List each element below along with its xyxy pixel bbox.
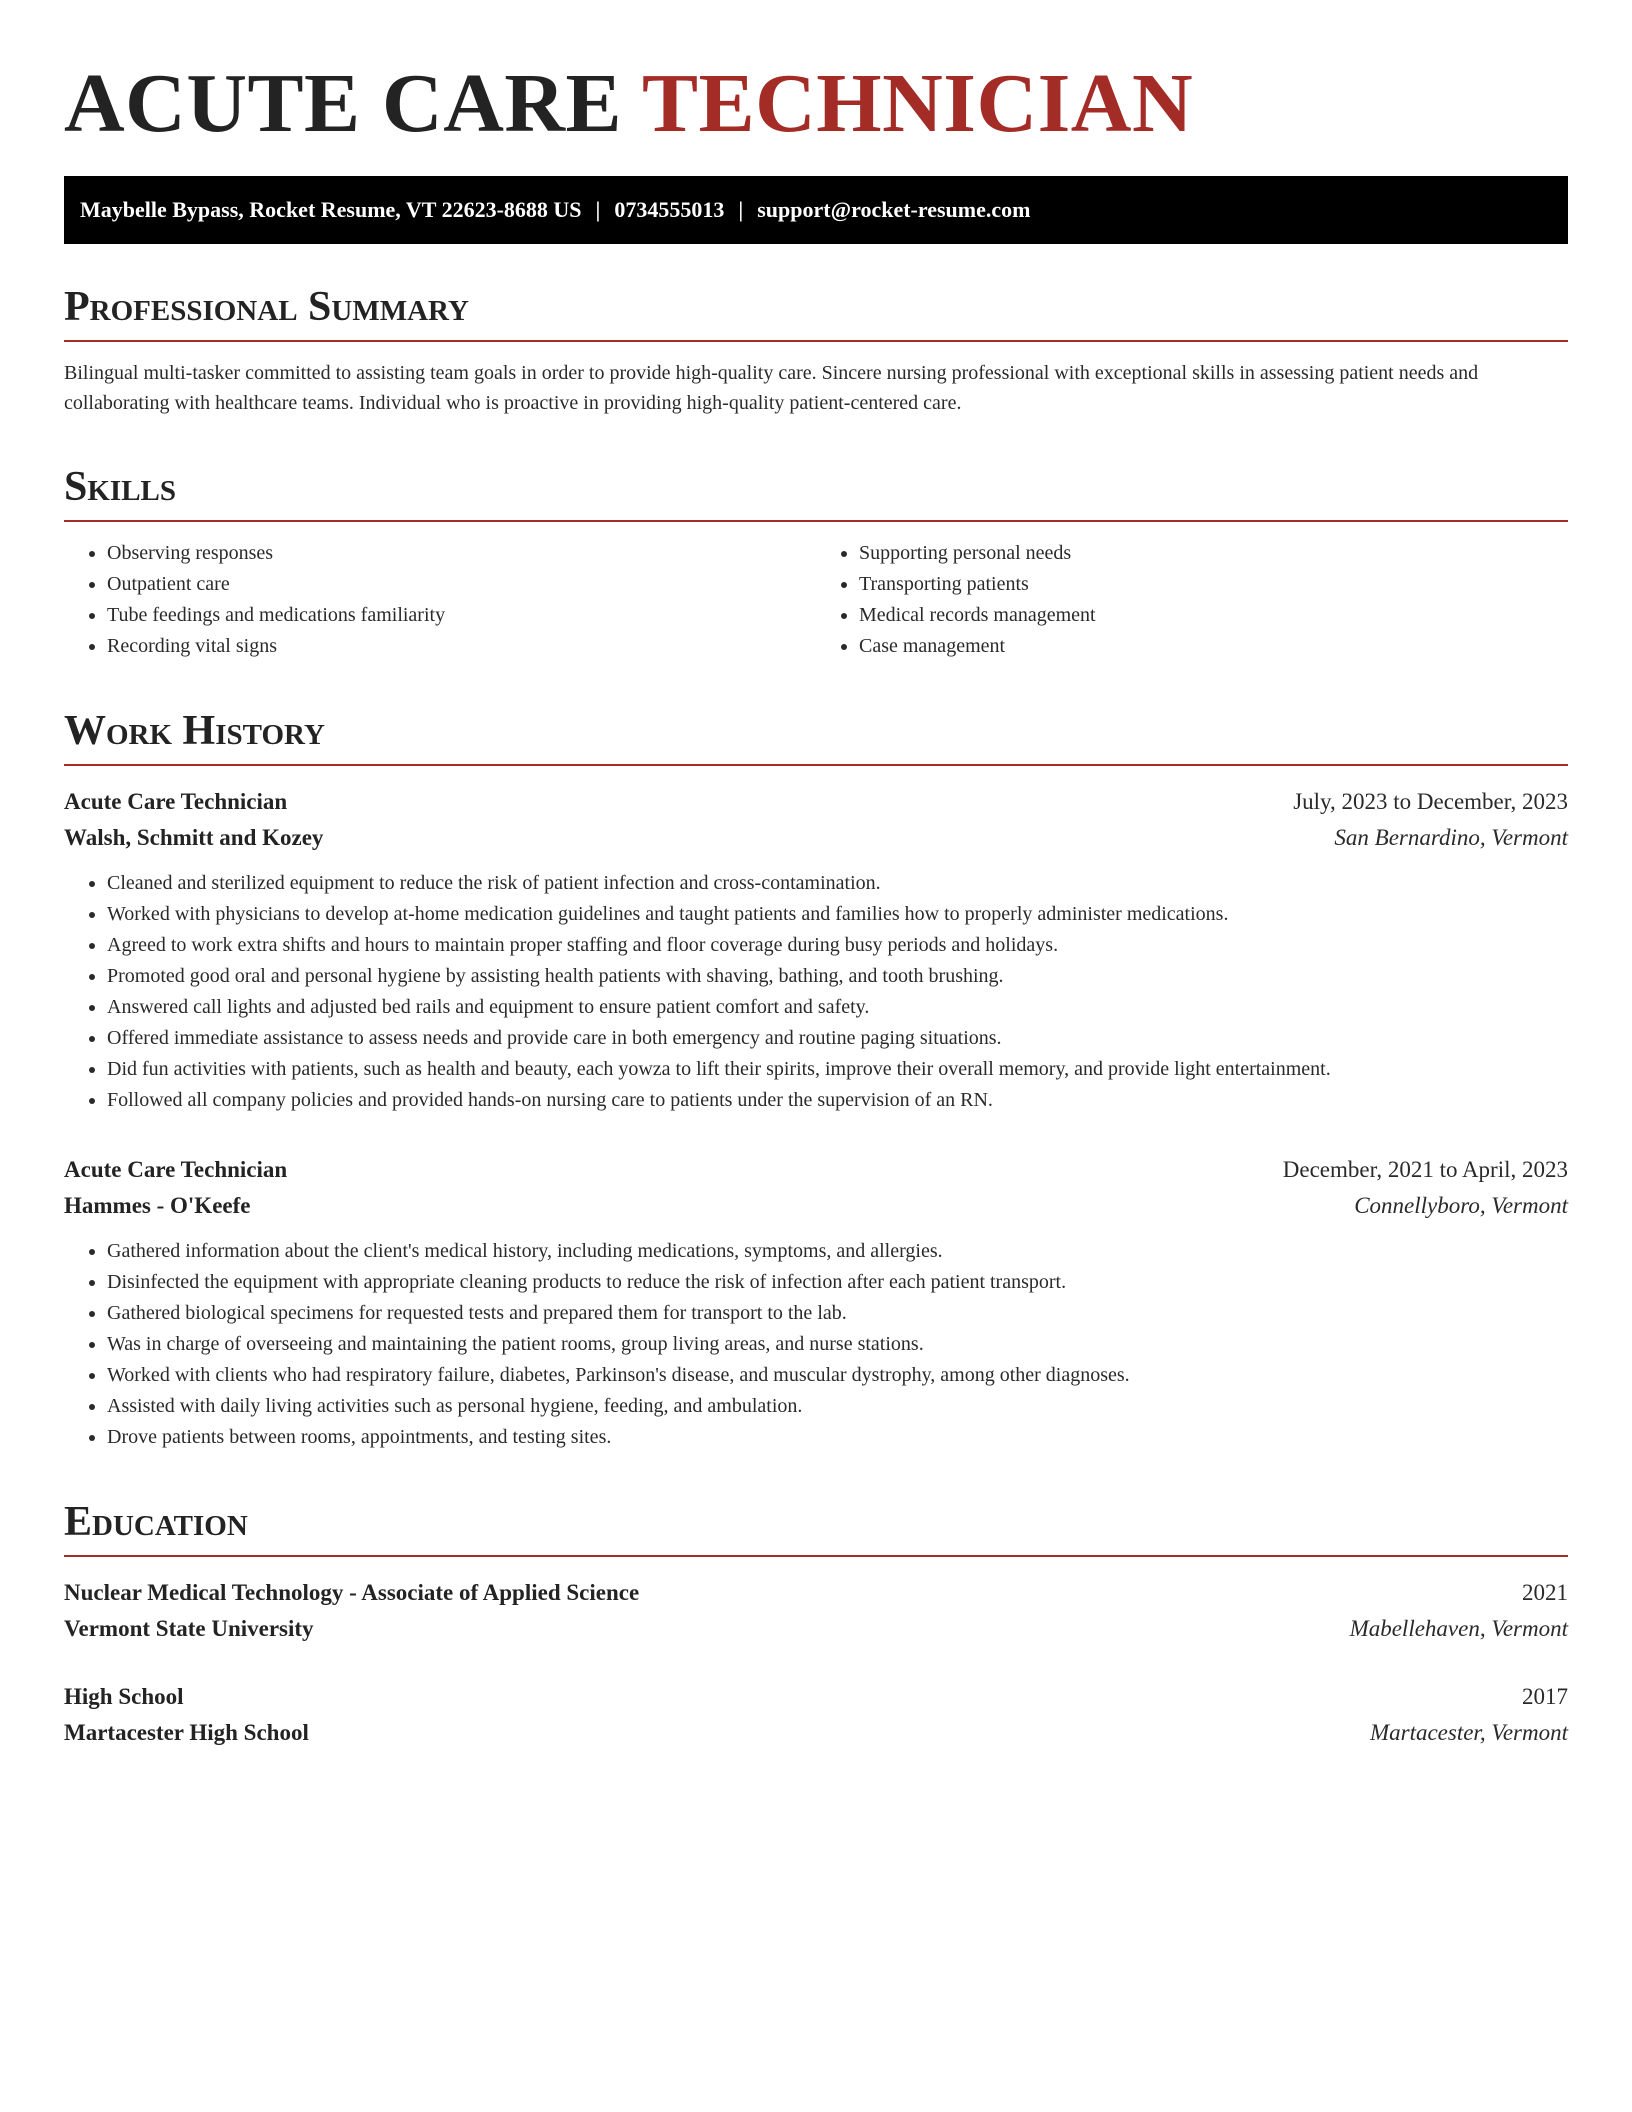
summary-heading: Professional Summary (64, 282, 1568, 342)
skill-item: • Observing responses (107, 538, 816, 569)
duty-item: • Answered call lights and adjusted bed rails and equipment to ensure patient comfort and safety. (107, 992, 1568, 1023)
skill-item: • Tube feedings and medications familiarity (107, 600, 816, 631)
work-entry-header (64, 784, 1568, 820)
degree-name: Nuclear Medical Technology - Associate of Applied Science (64, 1580, 640, 1605)
duty-item: • Cleaned and sterilized equipment to reduce the risk of patient infection and cross-contamination. (107, 868, 1568, 899)
education-entry-subheader (64, 1715, 1568, 1751)
work-history-heading: Work History (64, 706, 1568, 766)
school-location: Martacester, Vermont (1369, 1720, 1568, 1745)
duty-item: • Agreed to work extra shifts and hours to maintain proper staffing and floor coverage during busy periods and holidays. (107, 930, 1568, 961)
resume-title (64, 56, 1568, 152)
duty-item: • Disinfected the equipment with appropriate cleaning products to reduce the risk of infection after each patient transport. (107, 1267, 1568, 1298)
degree-year: 2021 (1522, 1580, 1568, 1605)
skills-column-right (816, 538, 1568, 662)
duty-item: • Drove patients between rooms, appointments, and testing sites. (107, 1422, 1568, 1453)
job-duties (64, 1236, 1568, 1453)
contact-separator: | (738, 197, 744, 222)
job-dates: July, 2023 to December, 2023 (1293, 789, 1568, 814)
job-location: Connellyboro, Vermont (1354, 1193, 1568, 1218)
title-part-2: TECHNICIAN (642, 57, 1194, 150)
skill-item: • Outpatient care (107, 569, 816, 600)
contact-email[interactable]: support@rocket-resume.com (757, 197, 1031, 222)
education-entry (64, 1575, 1568, 1647)
contact-phone: 0734555013 (614, 197, 725, 222)
work-entry (64, 784, 1568, 1116)
job-company: Walsh, Schmitt and Kozey (64, 825, 324, 850)
school-name: Martacester High School (64, 1720, 309, 1745)
skills-heading: Skills (64, 462, 1568, 522)
education-heading: Education (64, 1497, 1568, 1557)
duty-item: • Worked with clients who had respiratory failure, diabetes, Parkinson's disease, and muscular dystrophy, among other diagnoses. (107, 1360, 1568, 1391)
job-location: San Bernardino, Vermont (1334, 825, 1568, 850)
school-location: Mabellehaven, Vermont (1349, 1616, 1568, 1641)
skill-item: • Medical records management (859, 600, 1568, 631)
summary-text: Bilingual multi-tasker committed to assisting team goals in order to provide high-quality care. Sincere nursing professional with exceptional skills in assessing patient needs and collaborating with healthcare teams. Individual who is proactive in providing high-quality patient-centered care. (64, 362, 1479, 414)
contact-bar (64, 176, 1568, 244)
job-duties (64, 868, 1568, 1116)
job-dates: December, 2021 to April, 2023 (1282, 1157, 1568, 1182)
duty-item: • Offered immediate assistance to assess needs and provide care in both emergency and routine paging situations. (107, 1023, 1568, 1054)
skill-item: • Recording vital signs (107, 631, 816, 662)
contact-address: Maybelle Bypass, Rocket Resume, VT 22623-8688 US (80, 197, 582, 222)
education-entry-header (64, 1679, 1568, 1715)
education-entry-subheader (64, 1611, 1568, 1647)
education-entry-header (64, 1575, 1568, 1611)
duty-item: • Was in charge of overseeing and maintaining the patient rooms, group living areas, and nurse stations. (107, 1329, 1568, 1360)
skill-item: • Supporting personal needs (859, 538, 1568, 569)
duty-item: • Followed all company policies and provided hands-on nursing care to patients under the supervision of an RN. (107, 1085, 1568, 1116)
school-name: Vermont State University (64, 1616, 314, 1641)
skill-item: • Case management (859, 631, 1568, 662)
duty-item: • Assisted with daily living activities such as personal hygiene, feeding, and ambulation. (107, 1391, 1568, 1422)
duty-item: • Gathered information about the client's medical history, including medications, symptoms, and allergies. (107, 1236, 1568, 1267)
education-entry (64, 1679, 1568, 1751)
job-company: Hammes - O'Keefe (64, 1193, 251, 1218)
title-part-1: ACUTE CARE (64, 57, 623, 150)
job-title: Acute Care Technician (64, 789, 288, 814)
duty-item: • Promoted good oral and personal hygiene by assisting health patients with shaving, bathing, and tooth brushing. (107, 961, 1568, 992)
skill-item: • Transporting patients (859, 569, 1568, 600)
duty-item: • Worked with physicians to develop at-home medication guidelines and taught patients and families how to properly administer medications. (107, 899, 1568, 930)
skills-column-left (64, 538, 816, 662)
degree-year: 2017 (1522, 1684, 1568, 1709)
work-entry (64, 1152, 1568, 1453)
work-entry-subheader (64, 820, 1568, 856)
contact-separator: | (595, 197, 601, 222)
skills-list (64, 538, 1568, 662)
duty-item: • Gathered biological specimens for requested tests and prepared them for transport to the lab. (107, 1298, 1568, 1329)
duty-item: • Did fun activities with patients, such as health and beauty, each yowza to lift their spirits, improve their overall memory, and provide light entertainment. (107, 1054, 1568, 1085)
work-entry-header (64, 1152, 1568, 1188)
work-entry-subheader (64, 1188, 1568, 1224)
job-title: Acute Care Technician (64, 1157, 288, 1182)
degree-name: High School (64, 1684, 184, 1709)
